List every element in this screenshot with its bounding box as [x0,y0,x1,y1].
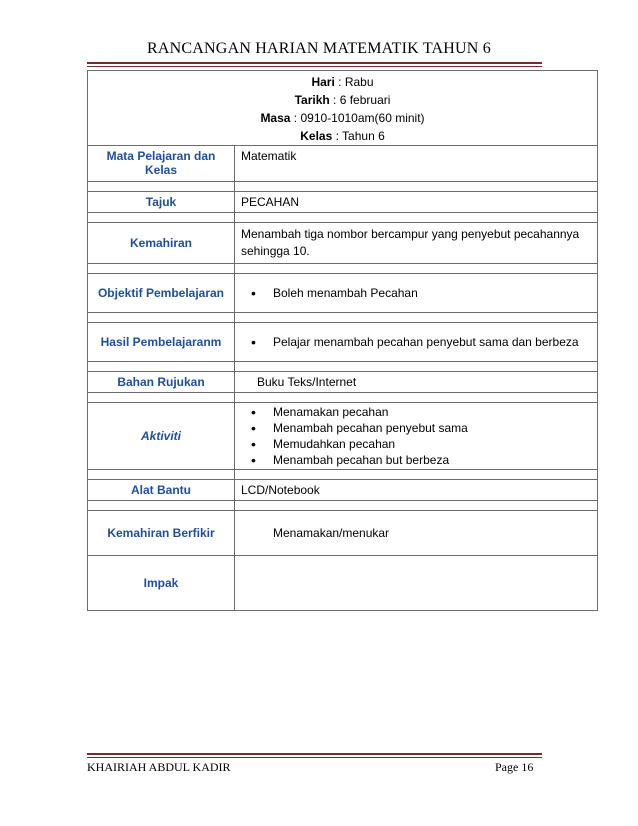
list-item: • Menambah pecahan but berbeza [273,452,591,468]
kemahiran-berfikir-label: Kemahiran Berfikir [88,511,235,556]
table-row [88,480,598,501]
kelas-line: Kelas : Tahun 6 [300,129,385,143]
tarikh-line: Tarikh : 6 februari [294,93,391,107]
hasil-list [241,334,591,350]
kemahiran-value: Menambah tiga nombor bercampur yang penyebut pecahannya sehingga 10. [235,223,598,264]
tajuk-label: Tajuk [88,192,235,213]
page-title: RANCANGAN HARIAN MATEMATIK TAHUN 6 [147,40,491,57]
list-item: • Menamakan pecahan [273,404,591,420]
impak-label: Impak [88,556,235,611]
list-item: • Boleh menambah Pecahan [273,285,591,301]
table-row [88,372,598,393]
page-number: Page 16 [495,760,534,774]
header-rule [87,62,542,64]
footer-rule-thin [87,757,542,758]
kemahiran-berfikir-value: Menamakan/menukar [235,511,598,556]
alat-bantu-value: LCD/Notebook [235,480,598,501]
table-row [88,192,598,213]
meta-row [88,71,598,146]
mata-pelajaran-label: Mata Pelajaran dan Kelas [88,146,235,182]
footer-rule [87,753,542,755]
masa-line: Masa : 0910-1010am(60 minit) [260,111,425,125]
table-row [88,403,598,470]
table-row [88,146,598,182]
list-item: • Menambah pecahan penyebut sama [273,420,591,436]
aktiviti-list [241,404,591,468]
hari-line: Hari : Rabu [311,75,374,89]
lesson-plan-table [87,70,598,611]
objektif-list [241,285,591,301]
footer-author: KHAIRIAH ABDUL KADIR [87,760,231,774]
impak-value [235,556,598,611]
table-row [88,511,598,556]
aktiviti-label: Aktiviti [88,403,235,470]
kemahiran-label: Kemahiran [88,223,235,264]
list-item: • Memudahkan pecahan [273,436,591,452]
table-row [88,223,598,264]
alat-bantu-label: Alat Bantu [88,480,235,501]
mata-pelajaran-value: Matematik [235,146,598,182]
bahan-value: Buku Teks/Internet [235,372,598,393]
list-item: • Pelajar menambah pecahan penyebut sama dan berbeza [273,334,591,350]
objektif-label: Objektif Pembelajaran [88,274,235,313]
table-row [88,556,598,611]
table-row [88,323,598,362]
header-rule-thin [87,66,542,67]
bahan-label: Bahan Rujukan [88,372,235,393]
table-row [88,274,598,313]
tajuk-value: PECAHAN [235,192,598,213]
lesson-meta [94,71,591,145]
hasil-label: Hasil Pembelajaranm [88,323,235,362]
